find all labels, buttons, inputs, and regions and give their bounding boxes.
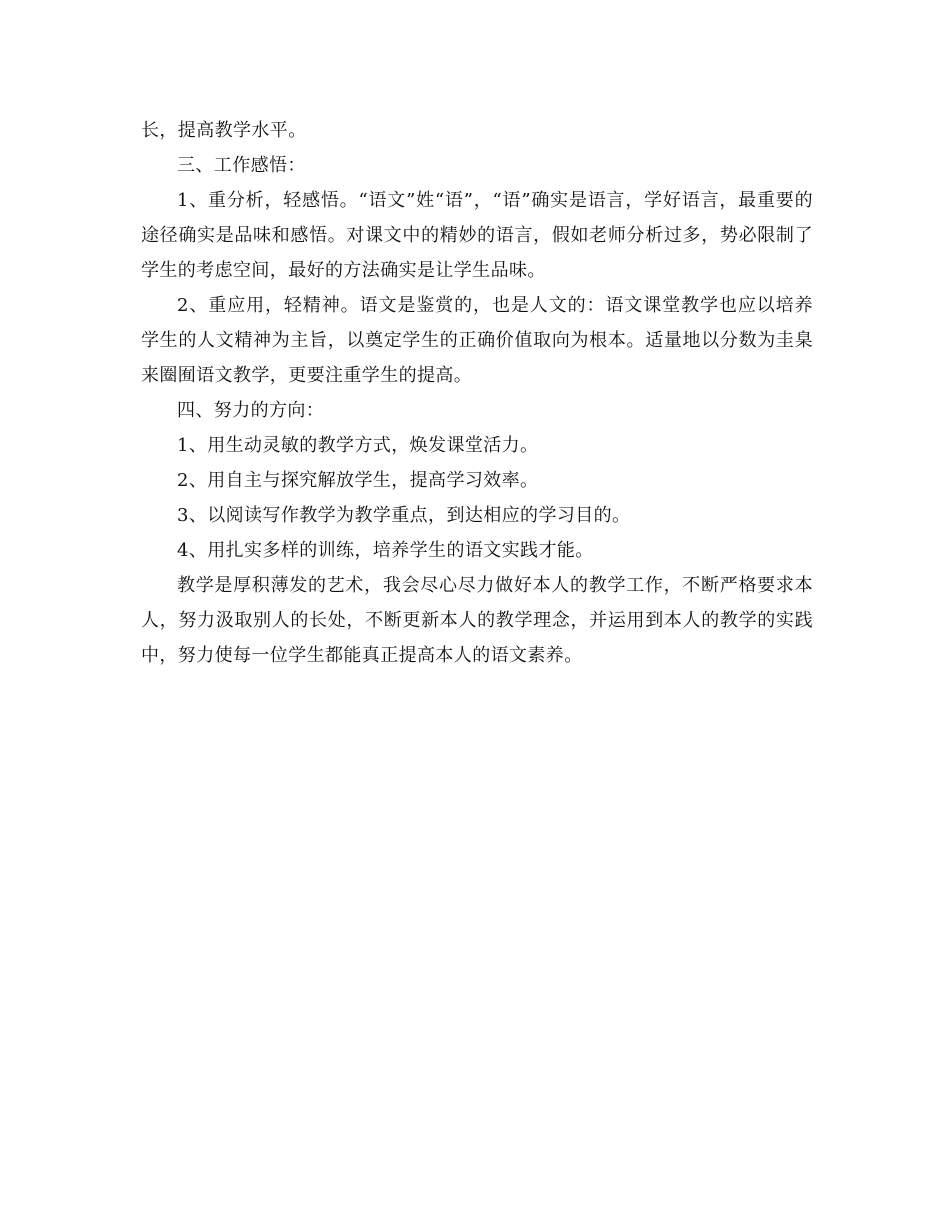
list-item-direction-2: 2、用自主与探究解放学生，提高学习效率。	[177, 470, 539, 491]
list-item-direction-4: 4、用扎实多样的训练，培养学生的语文实践才能。	[177, 540, 594, 561]
paragraph-insight-2: 2、重应用，轻精神。语文是鉴赏的，也是人文的：语文课堂教学也应以培养学生的人文精神为主旨，以奠定学生的正确价值取向为根本。适量地以分数为圭臬来圈囿语文教学，更要注重学生的提高。	[141, 295, 813, 386]
section-heading-directions: 四、努力的方向：	[177, 400, 325, 421]
list-item-direction-1: 1、用生动灵敏的教学方式，焕发课堂活力。	[177, 435, 539, 456]
paragraph-insight-1: 1、重分析，轻感悟。“语文”姓“语”，“语”确实是语言，学好语言，最重要的途径确实是品味和感悟。对课文中的精妙的语言，假如老师分析过多，势必限制了学生的考虑空间，最好的方法确实是让学生品味。	[141, 190, 813, 281]
document-body	[141, 113, 813, 673]
paragraph-conclusion: 教学是厚积薄发的艺术，我会尽心尽力做好本人的教学工作，不断严格要求本人，努力汲取别人的长处，不断更新本人的教学理念，并运用到本人的教学的实践中，努力使每一位学生都能真正提高本人的语文素养。	[141, 575, 813, 666]
paragraph-continuation: 长，提高教学水平。	[141, 120, 307, 141]
list-item-direction-3: 3、以阅读写作教学为教学重点，到达相应的学习目的。	[177, 505, 631, 526]
section-heading-work-insights: 三、工作感悟：	[177, 155, 306, 176]
